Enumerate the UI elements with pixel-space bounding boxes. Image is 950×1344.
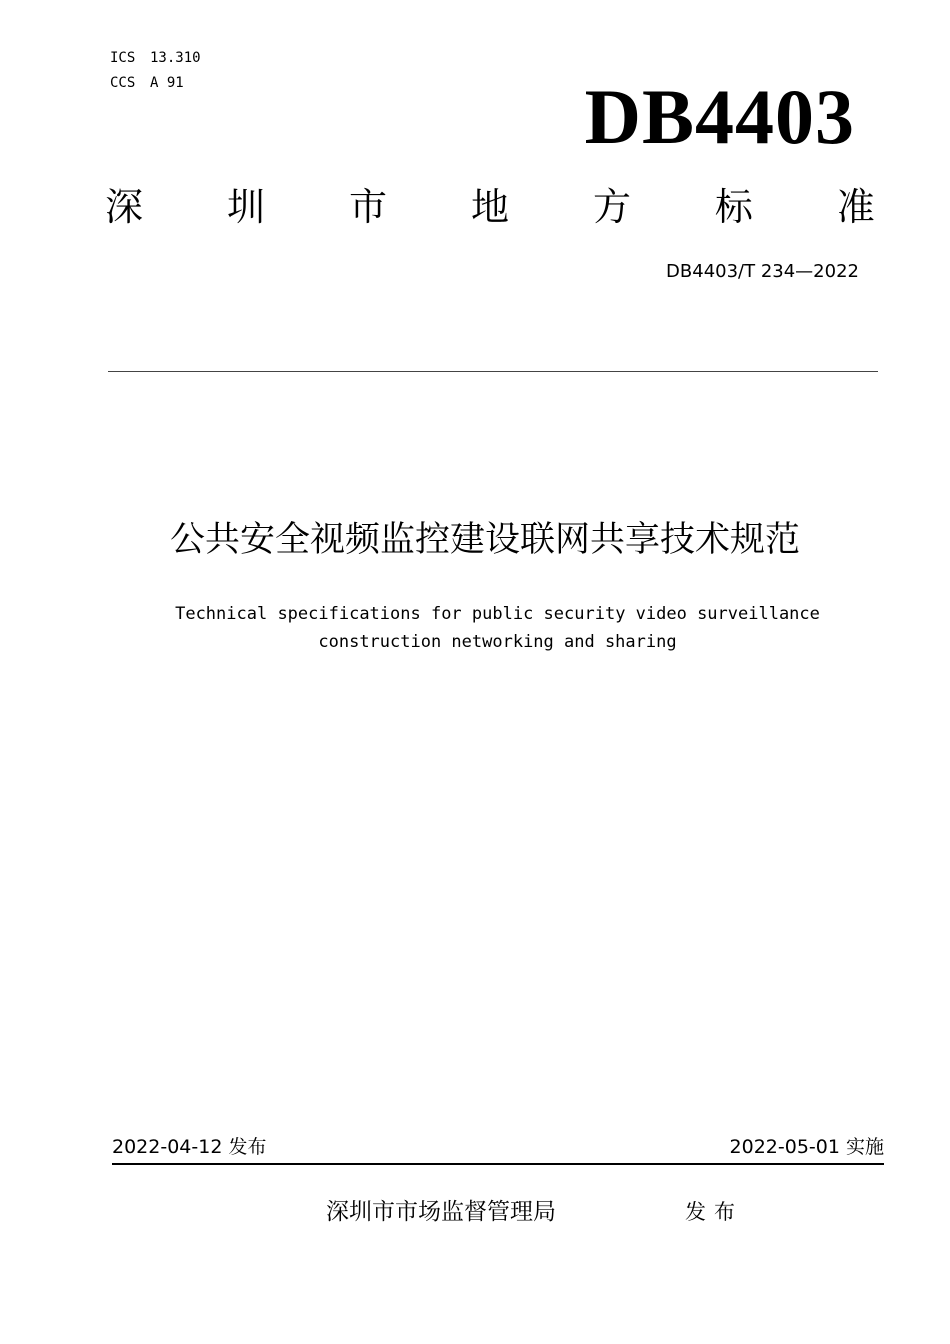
issue-action: 发布	[685, 1200, 743, 1224]
standard-type-char: 地	[470, 185, 509, 229]
english-title-line-2: construction networking and sharing	[318, 632, 677, 652]
classification-codes	[110, 46, 201, 96]
header-divider	[108, 371, 878, 372]
standard-type-char: 标	[714, 185, 753, 229]
issuing-authority: 深圳市市场监督管理局	[326, 1199, 556, 1225]
ics-label: ICS	[110, 50, 136, 66]
standard-type-char: 准	[836, 185, 875, 229]
footer-divider	[112, 1163, 884, 1165]
ccs-label: CCS	[110, 75, 136, 91]
standard-mark: DB4403	[584, 73, 855, 160]
ccs-value: A 91	[150, 75, 184, 91]
document-title-english	[0, 600, 950, 656]
standard-type-char: 市	[348, 185, 387, 229]
standard-type-char: 方	[592, 185, 631, 229]
standard-type	[105, 184, 875, 230]
document-title-chinese: 公共安全视频监控建设联网共享技术规范	[169, 520, 800, 560]
issue-date: 2022-04-12 发布	[112, 1136, 267, 1158]
standard-type-char: 深	[105, 185, 144, 229]
standard-number: DB4403/T 234—2022	[666, 261, 859, 282]
ics-code	[110, 46, 201, 71]
standard-type-char: 圳	[226, 185, 265, 229]
implementation-date: 2022-05-01 实施	[729, 1136, 884, 1158]
english-title-line-1: Technical specifications for public security video surveillance	[175, 604, 820, 624]
ccs-code	[110, 71, 201, 96]
ics-value: 13.310	[150, 50, 201, 66]
